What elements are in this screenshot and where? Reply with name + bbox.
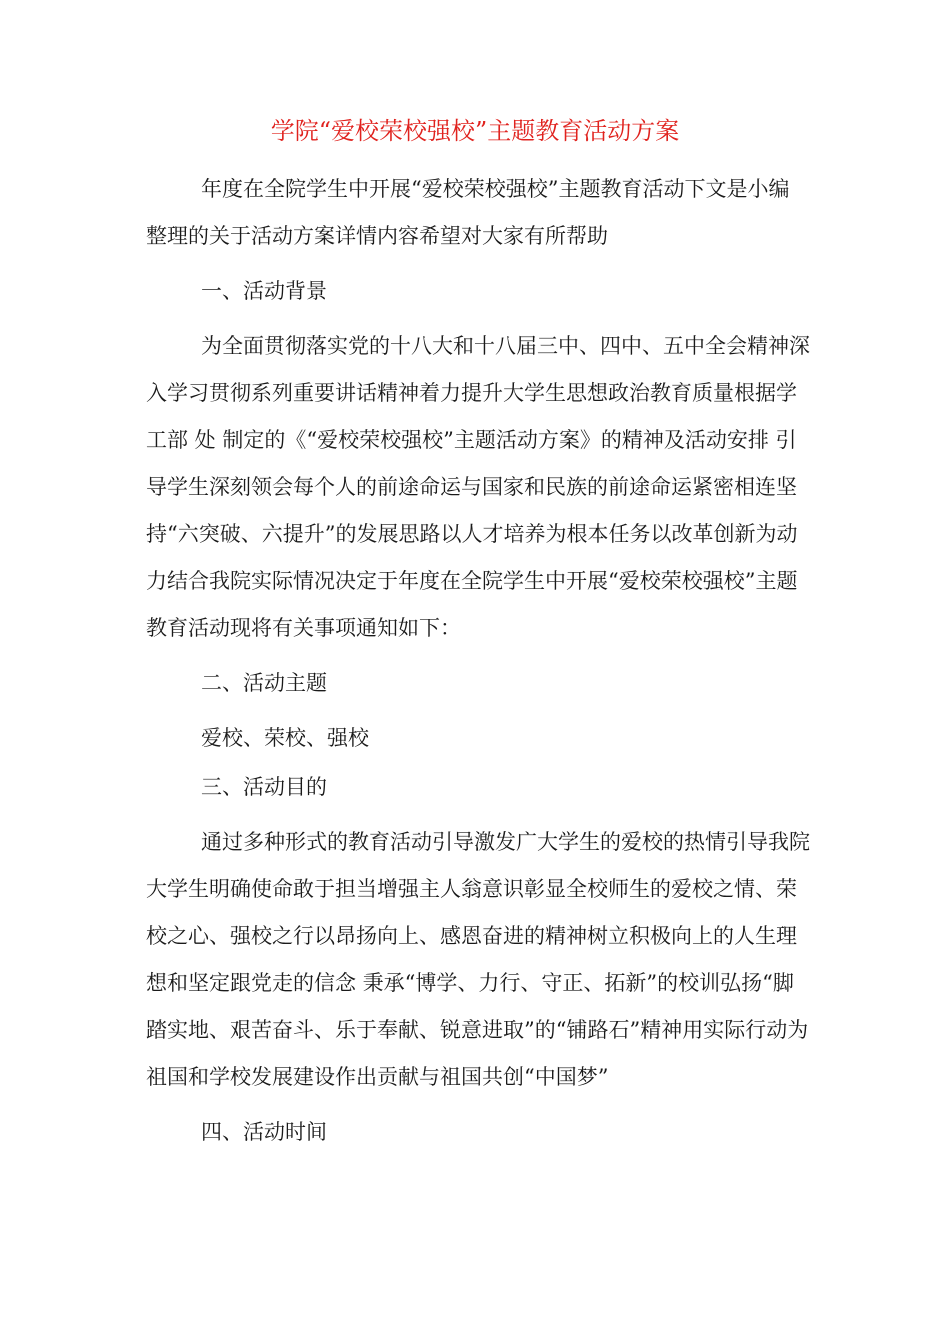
document-body [146,166,810,1164]
section-text-theme: 爱校、荣校、强校 [201,726,369,750]
section-text-purpose: 通过多种形式的教育活动引导激发广大学生的爱校的热情引导我院大学生明确使命敢于担当增强主人翁意识彰显全校师生的爱校之情、荣校之心、强校之行以昂扬向上、感恩奋进的精神树立积极向上的人生理想和坚定跟党走的信念 秉承“博学、力行、守正、拓新”的校训弘扬“脚踏实地、艰苦奋斗、乐于奉献、锐意进取”的“铺路石”精神用实际行动为祖国和学校发展建设作出贡献与祖国共创“中国梦” [146,830,810,1089]
intro-paragraph: 年度在全院学生中开展“爱校荣校强校”主题教育活动下文是小编整理的关于活动方案详情内容希望对大家有所帮助 [146,177,790,248]
section-heading-background: 一、活动背景 [201,279,327,303]
document-title: 学院“爱校荣校强校”主题教育活动方案 [270,117,680,145]
section-heading-theme: 二、活动主题 [201,671,327,695]
section-text-background: 为全面贯彻落实党的十八大和十八届三中、四中、五中全会精神深入学习贯彻系列重要讲话精神着力提升大学生思想政治教育质量根据学工部 处 制定的《“爱校荣校强校”主题活动方案》的精神及活动安排 引导学生深刻领会每个人的前途命运与国家和民族的前途命运紧密相连坚持“六突破、六提升”的发展思路以人才培养为根本任务以改革创新为动力结合我院实际情况决定于年度在全院学生中开展“爱校荣校强校”主题教育活动现将有关事项通知如下： [146,334,810,640]
section-heading-time: 四、活动时间 [201,1120,327,1144]
section-heading-purpose: 三、活动目的 [201,775,327,799]
